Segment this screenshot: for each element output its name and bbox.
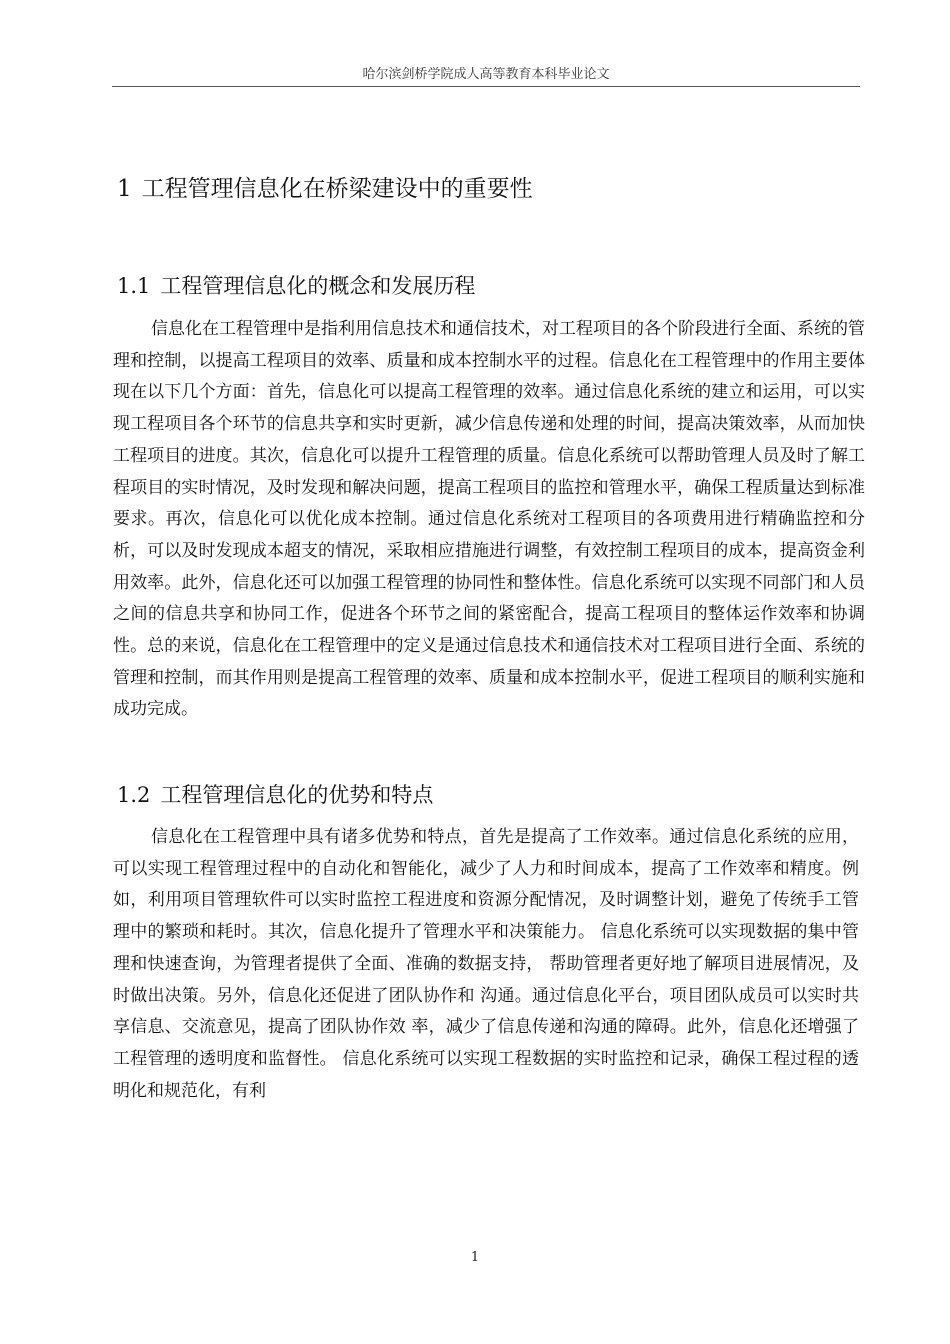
page-number: 1 [470,1250,480,1265]
chapter-title [117,172,533,206]
chapter-number: 1 [117,176,132,202]
chapter-title-text: 工程管理信息化在桥梁建设中的重要性 [141,176,533,202]
section-1-2-paragraph: 信息化在工程管理中具有诸多优势和特点，首先是提高了工作效率。通过信息化系统的应用，可以实现工程管理过程中的自动化和智能化，减少了人力和时间成本，提高了工作效率和精度。例如，利用项目管理软件可以实时监控工程进度和资源分配情况，及时调整计划，避免了传统手工管理中的繁琐和耗时。其次，信息化提升了管理水平和决策能力。 信息化系统可以实现数据的集中管理和快速查询，为管理者提供了全面、准确的数据支持， 帮助管理者更好地了解项目进展情况，及时做出决策。另外，信息化还促进了团队协作和 沟通。通过信息化平台，项目团队成员可以实时共享信息、交流意见，提高了团队协作效 率，减少了信息传递和沟通的障碍。此外，信息化还增强了工程管理的透明度和监督性。 信息化系统可以实现工程数据的实时监控和记录，确保工程过程的透明化和规范化，有利 [113,827,859,1101]
section-title-text: 工程管理信息化的概念和发展历程 [160,274,476,298]
section-1-1-paragraph: 信息化在工程管理中是指利用信息技术和通信技术，对工程项目的各个阶段进行全面、系统的管理和控制，以提高工程项目的效率、质量和成本控制水平的过程。信息化在工程管理中的作用主要体现在以下几个方面：首先，信息化可以提高工程管理的效率。通过信息化系统的建立和运用，可以实现工程项目各个环节的信息共享和实时更新，减少信息传递和处理的时间，提高决策效率，从而加快工程项目的进度。其次，信息化可以提升工程管理的质量。信息化系统可以帮助管理人员及时了解工程项目的实时情况，及时发现和解决问题，提高工程项目的监控和管理水平，确保工程质量达到标准要求。再次，信息化可以优化成本控制。通过信息化系统对工程项目的各项费用进行精确监控和分析，可以及时发现成本超支的情况，采取相应措施进行调整，有效控制工程项目的成本，提高资金利用效率。此外，信息化还可以加强工程管理的协同性和整体性。信息化系统可以实现不同部门和人员之间的信息共享和协同工作，促进各个环节之间的紧密配合，提高工程项目的整体运作效率和协调性。总的来说，信息化在工程管理中的定义是通过信息技术和通信技术对工程项目进行全面、系统的管理和控制，而其作用则是提高工程管理的效率、质量和成本控制水平，促进工程项目的顺利实施和成功完成。 [113,319,865,720]
section-title-1-1 [117,271,475,301]
section-number: 1.2 [117,783,151,807]
section-title-1-2 [117,780,433,810]
section-title-text: 工程管理信息化的优势和特点 [160,783,434,807]
page-header: 哈尔滨剑桥学院成人高等教育本科毕业论文 [362,67,610,82]
section-number: 1.1 [117,274,151,298]
header-rule [112,86,860,87]
